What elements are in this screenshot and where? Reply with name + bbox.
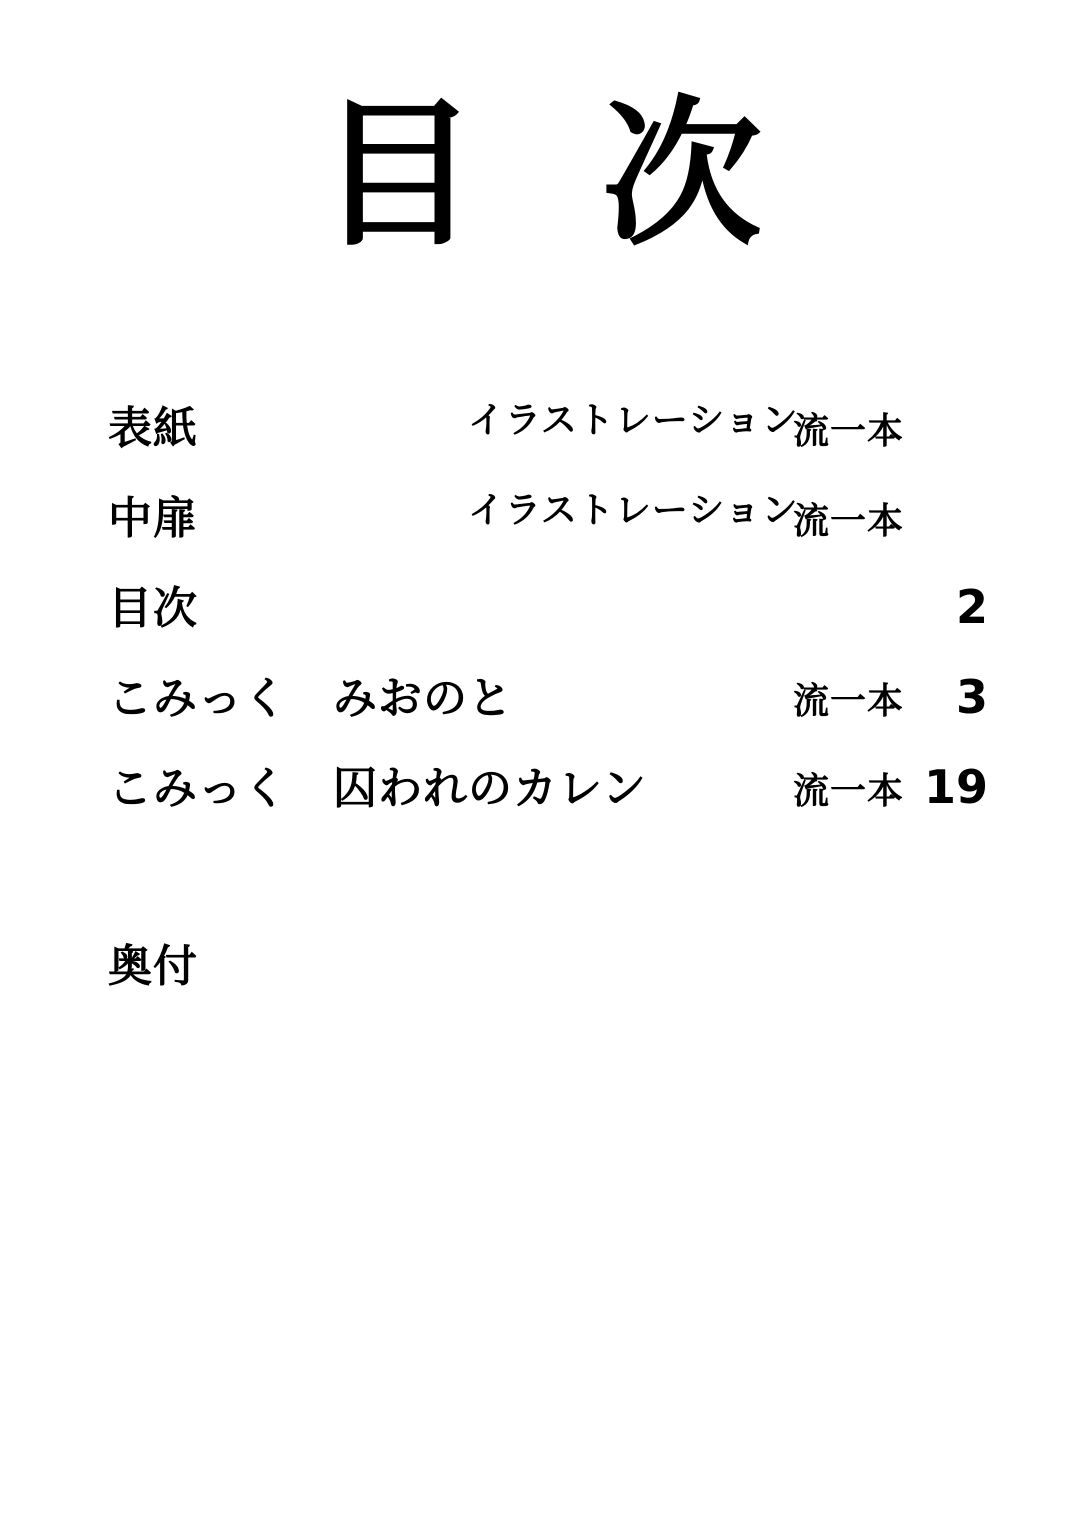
toc-entry-title: 奥付 — [108, 941, 198, 992]
toc-entry-page: 3 — [955, 670, 988, 724]
toc-entry — [108, 572, 988, 662]
toc-entry-meta — [793, 760, 988, 814]
toc-entry-title: 目次 — [108, 583, 198, 634]
toc-entry — [108, 482, 988, 572]
toc-entry — [108, 392, 988, 482]
toc-entry-type: イラストレーション — [468, 490, 799, 531]
toc-entry-title: こみっく みおのと — [108, 673, 513, 724]
toc-entry-meta — [793, 670, 988, 724]
toc-entry-author: 流一本 — [792, 771, 904, 812]
page-title: 目 次 — [318, 81, 796, 268]
toc-entry-meta — [904, 580, 988, 634]
toc-entry-page: 19 — [923, 760, 988, 814]
toc-entry — [108, 752, 988, 842]
toc-entry — [108, 930, 988, 1020]
toc-entry-meta — [793, 493, 988, 544]
toc-entry-author: 流一本 — [792, 681, 904, 722]
toc-entry-page: 2 — [955, 580, 988, 634]
toc-entry-author: 流一本 — [792, 411, 904, 452]
toc-entry-title: こみっく 囚われのカレン — [108, 763, 647, 814]
toc-entry — [108, 662, 988, 752]
toc-entry-title: 中扉 — [108, 493, 198, 544]
toc-entry-title: 表紙 — [108, 403, 198, 454]
table-of-contents — [108, 392, 988, 1020]
toc-entry-author: 流一本 — [792, 501, 904, 542]
toc-entry-meta — [793, 403, 988, 454]
toc-entry-type: イラストレーション — [468, 400, 799, 441]
